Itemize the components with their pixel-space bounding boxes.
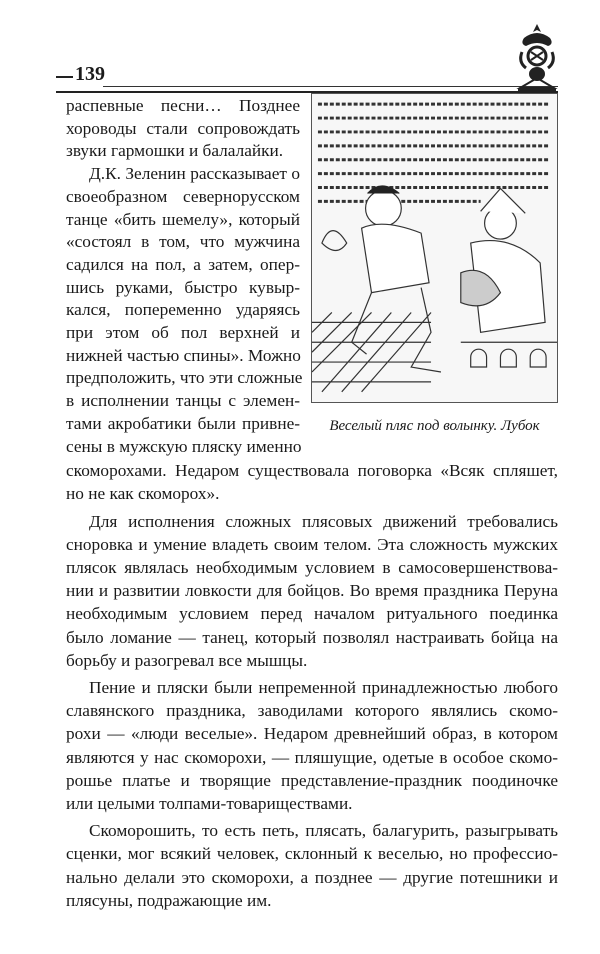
text-line: шись руками, быстро кувыр- bbox=[66, 277, 300, 297]
text-line: Пение и пляски были непременной принадлежностью любого bbox=[89, 678, 558, 697]
text-line: было ломание — танец, который позволял настраивать бойца на bbox=[66, 627, 558, 647]
figure-caption: Веселый пляс под волынку. Лубок bbox=[329, 418, 540, 434]
text-line: при этом об пол верхней и bbox=[66, 323, 300, 342]
text-line: сноровка и умение владеть своим телом. Эта сложность мужских bbox=[66, 534, 558, 554]
text-line: сены в мужскую пляску именно bbox=[66, 436, 302, 456]
text-line: предположить, что эти сложные bbox=[66, 368, 303, 388]
ornament-icon bbox=[514, 22, 560, 92]
text-line: рошье платье и творящие представление-праздник поодиночке bbox=[66, 770, 558, 790]
text-line: танце «бить шемелу», который bbox=[66, 209, 300, 229]
text-line: садился на пол, а затем, опер- bbox=[66, 254, 300, 274]
text-line: нижней частью спины». Можно bbox=[66, 345, 301, 365]
text-line: нии и развитии ловкости для бойцов. Во время праздника Перуна bbox=[66, 581, 558, 601]
text-line: плясок являлась необходимым условием в самосовершенствова- bbox=[66, 558, 558, 577]
text-line: скоморохами. Недаром существовала поговорка «Всяк спляшет, bbox=[66, 461, 558, 481]
text-line: являются у нас скоморохи, — пляшущие, одетые в особое скомо- bbox=[66, 747, 558, 767]
text-line: рохи — «люди веселые». Недаром древнейший образ, в котором bbox=[66, 724, 558, 744]
text-line: распевные песни… Позднее bbox=[66, 96, 300, 115]
text-line: Для исполнения сложных плясовых движений требовались bbox=[89, 511, 558, 531]
text-line: «состоял в том, что мужчина bbox=[66, 232, 300, 252]
text-line: нально делали это скоморохи, а позднее — другие потешники и bbox=[66, 867, 558, 887]
text-line: но не как скоморох». bbox=[66, 484, 220, 504]
header-rule bbox=[103, 86, 558, 87]
text-line: тами акробатики были привне- bbox=[66, 413, 300, 433]
text-line: Скоморошить, то есть петь, плясать, балагурить, разыгрывать bbox=[89, 821, 558, 841]
text-line: своеобразном севернорусском bbox=[66, 186, 300, 206]
text-line: борьбу и разогревал все мышцы. bbox=[66, 650, 308, 670]
text-line: кался, попеременно ударяясь bbox=[66, 300, 300, 320]
text-line: плясуны, подражающие им. bbox=[66, 890, 272, 910]
text-line: сценки, мог всякий человек, склонный к веселью, но профессио- bbox=[66, 844, 558, 864]
page-number: 139 bbox=[56, 63, 105, 86]
text-line: или целыми толпами-товариществами. bbox=[66, 794, 353, 813]
text-line: звуки гармошки и балалайки. bbox=[66, 141, 284, 161]
text-line: славянского праздника, заводилами которого являлись скомо- bbox=[66, 701, 558, 721]
text-line: хороводы стали сопровождать bbox=[66, 118, 300, 138]
text-line: необходимым условием перед началом ритуального поединка bbox=[66, 604, 558, 624]
text-line: в исполнении танцы с элемен- bbox=[66, 391, 300, 411]
text-line: Д.К. Зеленин рассказывает о bbox=[89, 164, 300, 184]
lubok-engraving-image bbox=[311, 93, 558, 403]
